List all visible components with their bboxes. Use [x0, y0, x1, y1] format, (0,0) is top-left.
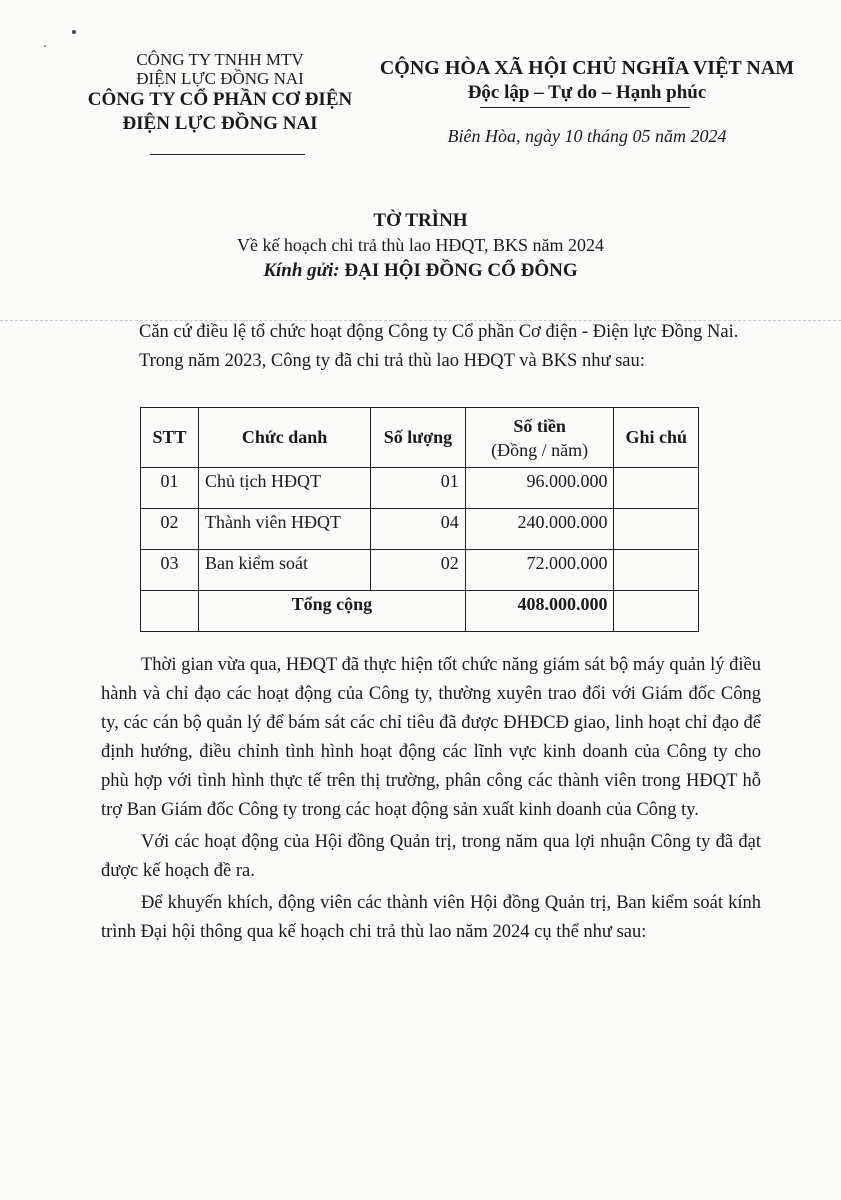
table-row — [141, 550, 699, 591]
cell-note — [614, 468, 699, 509]
remuneration-table — [140, 407, 699, 632]
document-title: TỜ TRÌNH — [373, 210, 468, 231]
table-header-row — [141, 408, 699, 468]
header-amount — [465, 408, 614, 468]
header-amount-unit: (Đồng / năm) — [491, 439, 589, 460]
body-paragraph-3: Để khuyến khích, động viên các thành viên Hội đồng Quản trị, Ban kiểm soát kính trình Đại hội thông qua kế hoạch chi trả thù lao năm 2024 cụ thể như sau: — [101, 893, 761, 942]
scan-speck — [72, 30, 76, 34]
recipient-line — [0, 257, 841, 285]
header-position: Chức danh — [199, 408, 371, 468]
document-title-block — [0, 208, 841, 285]
cell-quantity: 04 — [371, 509, 466, 550]
parent-company-line1: CÔNG TY TNHH MTV — [136, 50, 304, 69]
cell-note-empty — [614, 591, 699, 632]
cell-quantity: 01 — [371, 468, 466, 509]
total-label: Tổng cộng — [199, 591, 466, 632]
national-header — [352, 56, 822, 106]
cell-stt: 03 — [141, 550, 199, 591]
company-name-line2: ĐIỆN LỰC ĐỒNG NAI — [122, 113, 318, 134]
header-stt: STT — [141, 408, 199, 468]
cell-amount: 240.000.000 — [465, 509, 614, 550]
cell-stt-empty — [141, 591, 199, 632]
table-total-row — [141, 591, 699, 632]
body-paragraph-2: Với các hoạt động của Hội đồng Quản trị, trong năm qua lợi nhuận Công ty đã đạt được kế hoạch đề ra. — [101, 832, 761, 881]
company-name-line1: CÔNG TY CỔ PHẦN CƠ ĐIỆN — [87, 89, 353, 110]
table-row — [141, 468, 699, 509]
cell-amount: 72.000.000 — [465, 550, 614, 591]
header-amount-label: Số tiền — [513, 415, 566, 436]
body-text — [101, 651, 761, 947]
nation-name: CỘNG HÒA XÃ HỘI CHỦ NGHĨA VIỆT NAM — [379, 57, 795, 79]
national-motto: Độc lập – Tự do – Hạnh phúc — [467, 82, 707, 103]
cell-position: Ban kiểm soát — [199, 550, 371, 591]
intro-paragraph — [101, 318, 761, 376]
recipient-label: Kính gửi: — [263, 260, 340, 281]
intro-line-1: Căn cứ điều lệ tổ chức hoạt động Công ty Cổ phần Cơ điện - Điện lực Đồng Nai. — [139, 322, 739, 342]
recipient-name: ĐẠI HỘI ĐỒNG CỔ ĐÔNG — [344, 260, 578, 281]
header-divider-right — [480, 107, 690, 108]
intro-line-2: Trong năm 2023, Công ty đã chi trả thù lao HĐQT và BKS như sau: — [139, 351, 645, 371]
cell-position: Thành viên HĐQT — [199, 509, 371, 550]
header-divider-left — [150, 154, 305, 155]
header-note: Ghi chú — [614, 408, 699, 468]
cell-note — [614, 509, 699, 550]
cell-amount: 96.000.000 — [465, 468, 614, 509]
cell-position: Chủ tịch HĐQT — [199, 468, 371, 509]
parent-company-line2: ĐIỆN LỰC ĐỒNG NAI — [136, 69, 304, 88]
table-row — [141, 509, 699, 550]
body-paragraph-1: Thời gian vừa qua, HĐQT đã thực hiện tốt chức năng giám sát bộ máy quản lý điều hành và chỉ đạo các hoạt động của Công ty, thường xuyên trao đổi với Giám đốc Công ty, các cán bộ quản lý để bám sát các chỉ tiêu đã được ĐHĐCĐ giao, linh hoạt chỉ đạo để định hướng, điều chỉnh tình hình hoạt động các lĩnh vực kinh doanh của Công ty cho phù hợp với tình hình thực tế trên thị trường, phân công các thành viên trong HĐQT hỗ trợ Ban Giám đốc Công ty trong các hoạt động sản xuất kinh doanh của Công ty. — [101, 655, 761, 820]
cell-quantity: 02 — [371, 550, 466, 591]
document-subject: Về kế hoạch chi trả thù lao HĐQT, BKS năm 2024 — [236, 235, 605, 255]
cell-stt: 01 — [141, 468, 199, 509]
total-amount: 408.000.000 — [465, 591, 614, 632]
cell-note — [614, 550, 699, 591]
scan-speck — [44, 45, 46, 47]
document-date: Biên Hòa, ngày 10 tháng 05 năm 2024 — [447, 126, 727, 146]
header-quantity: Số lượng — [371, 408, 466, 468]
cell-stt: 02 — [141, 509, 199, 550]
company-header — [70, 50, 370, 136]
